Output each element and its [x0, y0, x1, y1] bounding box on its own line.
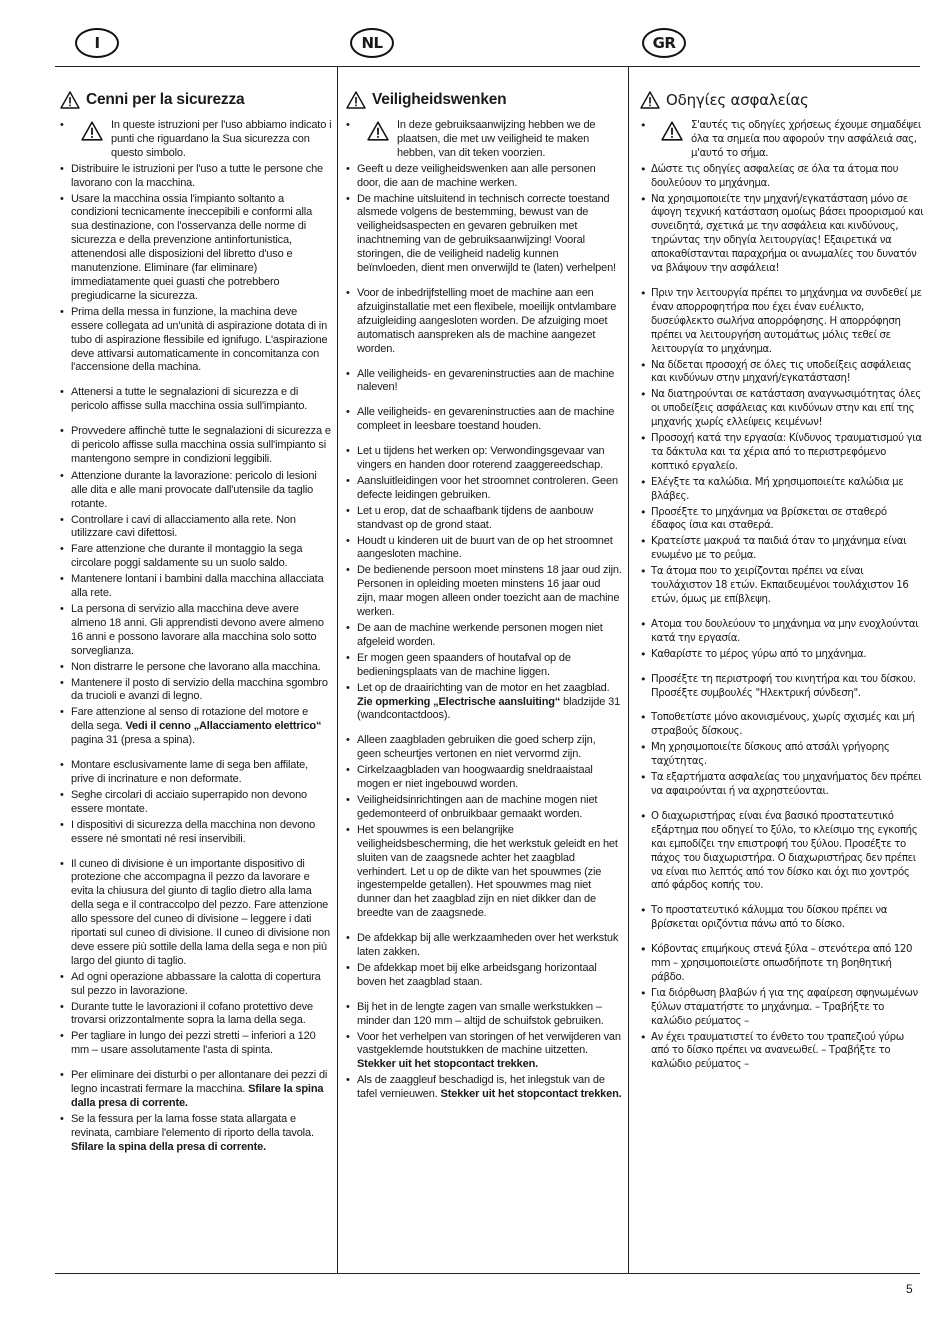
- safety-item-text: Fare attenzione al senso di rotazione del motore e della sega.: [71, 706, 309, 733]
- column-dutch: [346, 66, 622, 1266]
- safety-item: [346, 287, 622, 357]
- safety-item-text: Houdt u kinderen uit de buurt van de op het stroomnet aangesloten machine.: [357, 534, 613, 561]
- safety-item: [60, 1113, 332, 1155]
- safety-item-emphasis: Stekker uit het stopcontact trekken.: [357, 1058, 539, 1071]
- safety-item: [640, 565, 924, 607]
- safety-item-emphasis: Sfilare la spina dalla presa di corrente.: [71, 1083, 324, 1109]
- lang-badge-gr: GR: [642, 28, 686, 58]
- safety-item-text: De aan de machine werkende personen mogen niet afgeleid worden.: [357, 622, 603, 648]
- safety-item-text: Montare esclusivamente lame di sega ben affilate, prive di incrinature e non deformate.: [71, 759, 309, 785]
- safety-item-emphasis: Stekker uit het stopcontact trekken.: [440, 1088, 622, 1101]
- safety-item: [60, 386, 332, 414]
- column-divider-1: [337, 66, 338, 1274]
- safety-item: [640, 673, 924, 701]
- section-title: Cenni per la sicurezza: [86, 91, 245, 108]
- safety-item: [346, 734, 622, 762]
- safety-item-text: Τα άτομα που το χειρίζονται πρέπει να είναι τουλάχιστον 18 ετών. Εκπαιδευμένοι τουλάχιστον 16 ετών, όμως με επίβλεψη.: [651, 566, 909, 605]
- safety-item-text: Ad ogni operazione abbassare la calotta di copertura sul pezzo in lavorazione.: [71, 970, 321, 997]
- section-heading-nl: [346, 91, 622, 109]
- safety-item: [640, 648, 924, 662]
- safety-item-text: Κρατείστε μακρυά τα παιδιά όταν το μηχάνημα είναι ενωμένο με το ρεύμα.: [651, 536, 907, 562]
- safety-list-it: [60, 119, 332, 1155]
- safety-item: [60, 470, 332, 512]
- safety-item-text: Provvedere affinchè tutte le segnalazioni di sicurezza e di pericolo affisse sulla macchina ossia sull'impianto si mantengono sempre in condizioni leggibili.: [71, 425, 331, 465]
- safety-item: [346, 652, 622, 680]
- safety-item-text: • In queste istruzioni per l'uso abbiamo indicato i punti che riguardano la Sua sicurezza con questo simbolo.: [111, 119, 332, 159]
- safety-item-text: Bij het in de lengte zagen van smalle werkstukken – minder dan 120 mm – altijd de schuifstok gebruiken.: [357, 1000, 604, 1027]
- section-heading-gr: [640, 91, 924, 109]
- safety-item-text: Distribuire le istruzioni per l'uso a tutte le persone che lavorano con la macchina.: [71, 162, 324, 189]
- safety-item: [346, 475, 622, 503]
- safety-item-text: Το προστατευτικό κάλυμμα του δίσκου πρέπει να βρίσκεται οριζόντια πάνω από το δίσκο.: [651, 905, 888, 931]
- safety-item-text: Voor de inbedrijfstelling moet de machine aan een afzuiginstallatie met een flexibele, moeilijk ontvlambare afzuigleiding aangesloten worden. De afzuiging moet automatisch aanspreken als de machine aangezet worden.: [357, 286, 617, 355]
- safety-item-text: Controllare i cavi di allacciamento alla rete. Non utilizzare cavi difettosi.: [71, 513, 296, 540]
- safety-item-text: Durante tutte le lavorazioni il cofano protettivo deve trovarsi orizzontalmente sopra la lama della sega.: [71, 1000, 313, 1027]
- safety-item: [346, 535, 622, 563]
- page-number: 5: [906, 1282, 913, 1296]
- safety-item: [346, 163, 622, 191]
- safety-item: [60, 425, 332, 467]
- safety-item: [346, 1074, 622, 1102]
- safety-item: [640, 388, 924, 430]
- safety-item-text: Να χρησιμοποιείτε την μηχανή/εγκατάσταση μόνο σε άψογη τεχνική κατάσταση ομοίως βάσει προορισμού και συνειδητά, σχετικά με την ασφάλεια και κινδύνους, τηρώντας την οδηγία λειτουργίας! Εξαιρετικά να αποκαθίστανται παραχρήμα οι ανωμαλίες του δυνατόν να βλάψουν την ασφάλεια!: [651, 193, 924, 275]
- safety-item: [640, 1031, 924, 1073]
- safety-item: [346, 193, 622, 276]
- safety-item-text: Τα εξαρτήματα ασφαλείας του μηχανήματος δεν πρέπει να αφαιρούνται ή να αχρηστεύονται.: [651, 772, 922, 797]
- safety-item-text: Usare la macchina ossia l'impianto soltanto a condizioni tecnicamente ineccepibili e conformi alla sua destinazione, con l'osservanza delle norme di sicurezza e della prevenzione antinfortunistica, attenendosi alle disposizioni del libretto d'uso e manutenzione. Eliminare (far eliminare) immediatamente quei guasti che potrebbero pregiudicarne la sicurezza.: [71, 192, 313, 302]
- safety-item: [640, 506, 924, 534]
- safety-item-emphasis: Sfilare la spina della presa di corrente.: [71, 1140, 266, 1153]
- safety-item-text: • In deze gebruiksaanwijzing hebben we de plaatsen, die met uw veiligheid te maken hebben, van dit teken voorzien.: [397, 119, 596, 159]
- safety-item: [640, 741, 924, 769]
- safety-item-text: Να δίδεται προσοχή σε όλες τις υποδείξεις ασφάλειας και κινδύνων στην μηχανή/εγκατάσταση!: [651, 359, 912, 385]
- safety-item: [640, 711, 924, 739]
- safety-item-text: Ελέγξτε τα καλώδια. Μή χρησιμοποιείτε καλώδια με βλάβες.: [651, 476, 904, 502]
- safety-item-text: Prima della messa in funzione, la machina deve essere collegata ad un'unità di aspirazione dotata di in tubo di aspirazione flessibile ed ignifugo. L'aspirazione deve attivarsi automaticamente in concomitanza con l'accensione della machina.: [71, 305, 328, 374]
- safety-item: [60, 819, 332, 847]
- safety-item-text: Mantenere lontani i bambini dalla macchina allacciata alla rete.: [71, 573, 324, 600]
- safety-item: [60, 1030, 332, 1058]
- safety-item: [60, 193, 332, 304]
- safety-item: [60, 306, 332, 376]
- warning-triangle-icon: [346, 91, 366, 109]
- safety-item: [640, 810, 924, 893]
- safety-item-text: Geeft u deze veiligheidswenken aan alle personen door, die aan de machine werken.: [357, 162, 596, 189]
- safety-item: [60, 543, 332, 571]
- safety-item-text: Πριν την λειτουργία πρέπει το μηχάνημα να συνδεθεί με έναν απορροφητήρα που έχει έναν ευέλικτο, δυσεύφλεκτο σωλήνα απορρόφησης. Η απορρόφηση πρέπει να λειτουργήση αυτομάτως μόλις τεθεί σε λειτουργία το μηχάνημα.: [651, 287, 922, 355]
- safety-item: [640, 359, 924, 387]
- lang-badge-it: I: [75, 28, 119, 58]
- safety-item: [640, 943, 924, 985]
- safety-item-text: Voor het verhelpen van storingen of het verwijderen van vastgeklemde houtstukken de machine uitzetten.: [357, 1030, 621, 1057]
- section-title: Veiligheidswenken: [372, 91, 507, 108]
- safety-item-text: Alle veiligheids- en gevareninstructies aan de machine naleven!: [357, 367, 615, 394]
- safety-item-text: Alleen zaagbladen gebruiken die goed scherp zijn, geen scheurtjes vertonen en niet vervormd zijn.: [357, 734, 596, 761]
- safety-item-text: Per tagliare in lungo dei pezzi stretti – inferiori a 120 mm – usare assolutamente l'asta di spinta.: [71, 1030, 316, 1057]
- safety-item-text: Veiligheidsinrichtingen aan de machine mogen niet gedemonteerd of onbruikbaar gemaakt worden.: [357, 793, 598, 820]
- safety-item-text: Μη χρησιμοποιείτε δίσκους από ατσάλι γρήγορης ταχύτητας.: [651, 742, 890, 768]
- warning-triangle-icon: [640, 91, 660, 109]
- safety-item-text: I dispositivi di sicurezza della macchina non devono essere né smontati né resi inservibili.: [71, 818, 316, 845]
- safety-item-text: Δώστε τις οδηγίες ασφαλείας σε όλα τα άτομα που δουλεύουν το μηχάνημα.: [651, 163, 899, 189]
- safety-item: [640, 771, 924, 799]
- warning-triangle-icon: [367, 121, 389, 141]
- safety-item-text: Mantenere il posto di servizio della macchina sgombro da trucioli e avanzi di legno.: [71, 676, 328, 703]
- safety-item-text: Het spouwmes is een belangrijke veiligheidsbescherming, die het werkstuk geleidt en het sluiten van de zaagsnede achter het zaagblad verhindert. Let u op de dikte van het spouwmes (zie ingestempelde getallen). Het spouwmes mag niet dunner dan het zaagblad zijn en niet dikker dan de breedte van de zaagsnede.: [357, 823, 618, 920]
- safety-item: [60, 858, 332, 969]
- safety-item-text: Se la fessura per la lama fosse stata allargata e revinata, cambiare l'elemento di riporto della tavola.: [71, 1112, 314, 1139]
- safety-item: [640, 193, 924, 276]
- safety-item-text: Για διόρθωση βλαβών ή για της αφαίρεση σφηνωμένων ξύλων σταματήστε το μηχάνημα. – Τραβήξτε το καλώδιο ρεύματος –: [651, 987, 918, 1027]
- safety-item-text: Aansluitleidingen voor het stroomnet controleren. Geen defecte leidingen gebruiken.: [357, 474, 618, 501]
- section-heading-it: [60, 91, 332, 109]
- safety-item-text: De machine uitsluitend in technisch correcte toestand alsmede volgens de bestemming, bewust van de veiligheidsaspecten en gevaren gebruiken met inachtneming van de gebruiksaanwijzing! Vooral storingen, die de veiligheid nadelig kunnen beïnvloeden, dient men onverwijld te (laten) verhelpen!: [357, 192, 616, 275]
- safety-item-text: Να διατηρούνται σε κατάσταση αναγνωσιμότητας όλες οι υποδείξεις ασφάλειας και κινδύνων στην και επί της μηχανής χωρίς ελλείψεις κειμένων!: [651, 389, 921, 429]
- safety-item-text: Il cuneo di divisione è un importante dispositivo di protezione che accompagna il pezzo da lavorare e evita la chiusura del giunto di taglio dietro alla lama della sega e il contraccolpo del pezzo. Fare attenzione allo spessore del cuneo di divisione – leggere i dati riportati sul cuneo di divisione. Il cuneo di divisione non deve essere più sottile della lama della sega e non più largo del giunto di taglio.: [71, 857, 330, 967]
- safety-item: [640, 163, 924, 191]
- safety-item: [640, 432, 924, 474]
- safety-item: [346, 932, 622, 960]
- safety-item: [346, 505, 622, 533]
- safety-item-text: Als de zaaggleuf beschadigd is, het inlegstuk van de tafel vernieuwen.: [357, 1074, 605, 1101]
- safety-item-text: Attenersi a tutte le segnalazioni di sicurezza e di pericolo affisse sulla macchina ossia sull'impianto.: [71, 386, 308, 413]
- safety-item-text: Προσοχή κατά την εργασία: Κίνδυνος τραυματισμού για τα δάκτυλα και τα χέρια από το περιστρεφόμενο κοπτικό εργαλείο.: [651, 433, 922, 472]
- safety-item: [60, 514, 332, 542]
- warning-triangle-icon: [661, 121, 683, 141]
- safety-list-gr: [640, 119, 924, 1072]
- safety-item: [346, 764, 622, 792]
- safety-item-text: Let u tijdens het werken op: Verwondingsgevaar van vingers en handen door roterend zaaggereedschap.: [357, 445, 605, 472]
- safety-item: [346, 1031, 622, 1073]
- safety-item: [346, 564, 622, 620]
- safety-item: [346, 682, 622, 724]
- safety-item-text: • Σ'αυτές τις οδηγίες χρήσεως έχουμε σημαδέψει όλα τα σημεία που αφορούν την ασφάλειά σας, μ'αυτό το σήμα.: [691, 120, 922, 159]
- safety-item: [60, 661, 332, 675]
- safety-item-text: Seghe circolari di acciaio superrapido non devono essere montate.: [71, 788, 308, 815]
- safety-item-text: Ο διαχωριστήρας είναι ένα βασικό προστατευτικό εξάρτημα που οδηγεί το ξύλο, το κλείσιμο της εγκοπής και εμποδίζει την επιστροφή του ξύλου. Προσέξτε το πάχος του διαχωριστήρα. Ο διαχωριστήρας δεν πρέπει να είναι πιο λεπτός από τον δίσκο και όχι πιο χοντρός από φάρδος κοπής του.: [651, 810, 918, 892]
- safety-list-nl: [346, 119, 622, 1102]
- safety-item-text: Alle veiligheids- en gevareninstructies aan de machine compleet in leesbare toestand houden.: [357, 406, 615, 433]
- safety-item-text: Τοποθετίστε μόνο ακονισμένους, χωρίς σχισμές και μή στραβούς δίσκους.: [651, 712, 915, 738]
- safety-item-text: De afdekkap bij alle werkzaamheden over het werkstuk laten zakken.: [357, 932, 619, 959]
- safety-item: [60, 163, 332, 191]
- safety-item: [640, 904, 924, 932]
- safety-item: [346, 1001, 622, 1029]
- safety-item-text: Ατομα του δουλεύουν το μηχάνημα να μην ενοχλούνται κατά την εργασία.: [651, 618, 919, 644]
- safety-item: [346, 962, 622, 990]
- column-italian: [60, 66, 332, 1266]
- safety-item-text: Attenzione durante la lavorazione: pericolo di lesioni alle dita e alle mani provocate dall'utensile da taglio rotante.: [71, 469, 317, 510]
- safety-item: [346, 794, 622, 822]
- safety-item: [60, 573, 332, 601]
- safety-item: [60, 603, 332, 659]
- safety-item: [346, 824, 622, 921]
- safety-item: [640, 476, 924, 504]
- safety-item: [640, 618, 924, 646]
- safety-item-text: Προσέξτε τη περιστροφή του κινητήρα και του δίσκου. Προσέξτε συμβουλές "Ηλεκτρική σύνδεση".: [651, 673, 916, 699]
- safety-item-text: De afdekkap moet bij elke arbeidsgang horizontaal boven het zaagblad staan.: [357, 961, 597, 988]
- safety-item: [60, 1069, 332, 1111]
- safety-item-text: De bedienende persoon moet minstens 18 jaar oud zijn. Personen in opleiding moeten minstens 16 jaar oud zijn, maar mogen alleen onder toezicht aan de machine werken.: [357, 564, 622, 619]
- column-divider-2: [628, 66, 629, 1274]
- safety-item-text: Er mogen geen spaanders of houtafval op de bedieningsplaats van de machine liggen.: [357, 651, 571, 678]
- safety-item-text: Αν έχει τραυματιστεί το ένθετο του τραπεζιού γύρω από το δίσκο πρέπει να ανανεωθεί. – Τραβήξτε το καλώδιο ρεύματος –: [651, 1031, 904, 1071]
- safety-item: [60, 677, 332, 705]
- safety-item: [346, 406, 622, 434]
- warning-triangle-icon: [81, 121, 103, 141]
- safety-item: [60, 759, 332, 787]
- safety-item-text: La persona di servizio alla macchina deve avere almeno 18 anni. Gli apprendisti devono avere almeno 16 anni e possono lavorare alla macchina solo sotto sorveglianza.: [71, 603, 324, 657]
- safety-item-text: Cirkelzaagbladen van hoogwaardig sneldraaistaal mogen er niet ingebouwd worden.: [357, 764, 593, 791]
- safety-item-text: Non distrarre le persone che lavorano alla macchina.: [71, 660, 321, 673]
- safety-item: [60, 971, 332, 999]
- safety-item: [346, 368, 622, 396]
- lang-badge-nl: NL: [350, 28, 394, 58]
- safety-item: [346, 119, 622, 161]
- safety-item: [60, 789, 332, 817]
- safety-item: [640, 287, 924, 357]
- safety-item: [640, 535, 924, 563]
- safety-item-text: Let u erop, dat de schaafbank tijdens de aanbouw standvast op de grond staat.: [357, 504, 594, 531]
- safety-item: [60, 119, 332, 161]
- safety-item-emphasis: Zie opmerking „Electrische aansluiting“: [357, 695, 561, 708]
- safety-item-text: Fare attenzione che durante il montaggio la sega circolare poggi saldamente su un suolo saldo.: [71, 543, 303, 570]
- safety-item-text: Καθαρίστε το μέρος γύρω από το μηχάνημα.: [651, 648, 867, 660]
- safety-item: [640, 987, 924, 1029]
- safety-item: [346, 445, 622, 473]
- column-greek: [640, 66, 924, 1266]
- section-title: Οδηγίες ασφαλείας: [666, 91, 809, 109]
- warning-triangle-icon: [60, 91, 80, 109]
- safety-item-text: Προσέξτε το μηχάνημα να βρίσκεται σε σταθερό έδαφος ίσια και σταθερά.: [651, 506, 887, 532]
- safety-item: [346, 622, 622, 650]
- safety-item: [60, 706, 332, 748]
- safety-item-text: Per eliminare dei disturbi o per allontanare dei pezzi di legno incastrati fermare la macchina.: [71, 1069, 328, 1096]
- bottom-rule: [55, 1273, 920, 1274]
- safety-item-text-after: bladzijde 31 (wandcontactdoos).: [357, 695, 621, 722]
- safety-item-text: Let op de draairichting van de motor en het zaagblad.: [357, 681, 610, 694]
- safety-item-text-after: pagina 31 (presa a spina).: [71, 734, 195, 747]
- safety-item: [60, 1001, 332, 1029]
- safety-item: [640, 119, 924, 161]
- safety-item-emphasis: Vedi il cenno „Allacciamento elettrico“: [125, 720, 322, 733]
- safety-item-text: Κόβοντας επιμήκους στενά ξύλα – στενότερα από 120 mm – χρησιμοποιείστε οπωσδήποτε τη βοηθητική ράβδο.: [651, 944, 913, 983]
